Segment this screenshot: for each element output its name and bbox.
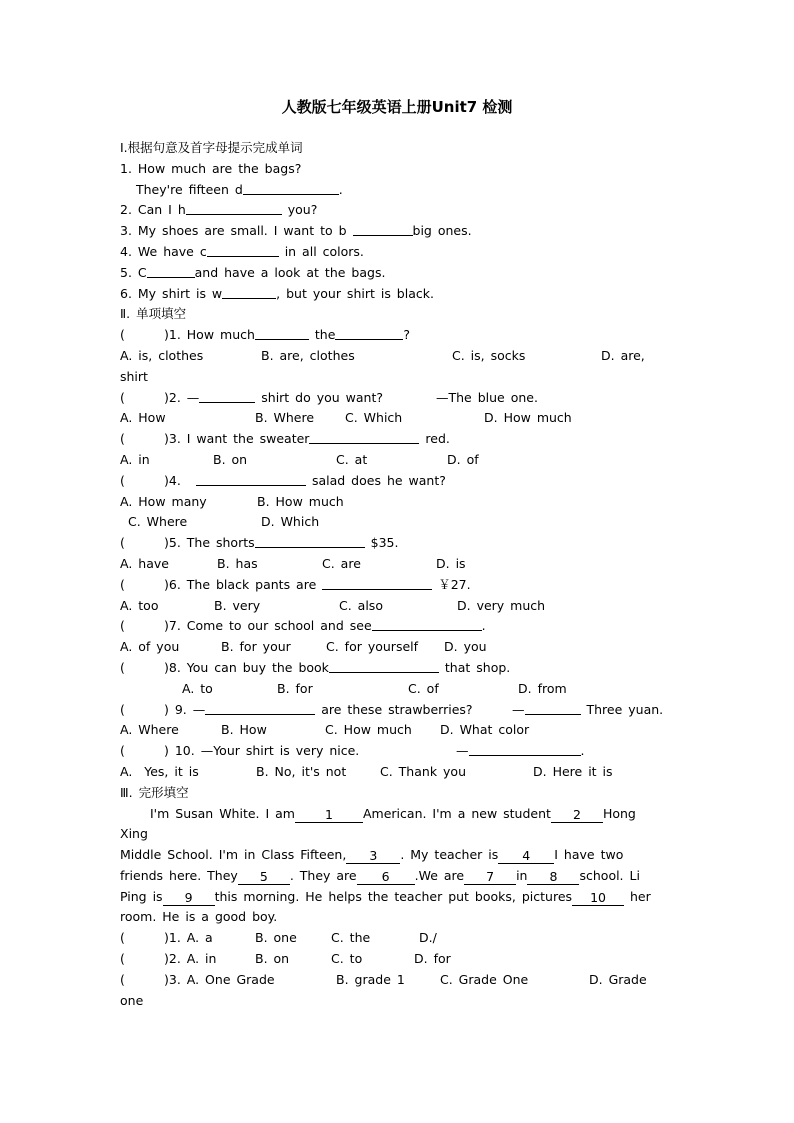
s1-question-2: 2. Can I h you? — [120, 202, 318, 218]
cloze-blank-10[interactable]: 10 — [572, 891, 624, 906]
s2-question-6-options: A. too B. very C. also D. very much — [120, 597, 546, 613]
s2-question-6: ( )6. The black pants are ￥27. — [120, 576, 471, 592]
cloze-blank-3[interactable]: 3 — [346, 849, 400, 864]
s1-question-1: 1. How much are the bags? — [120, 160, 302, 176]
cloze-blank-6[interactable]: 6 — [357, 870, 415, 885]
s2-question-3: ( )3. I want the sweater red. — [120, 431, 450, 447]
passage-line-6: room. He is a good boy. — [120, 909, 278, 925]
s3-question-3-wrap: one — [120, 992, 144, 1008]
s2-question-2-options: A. How B. Where C. Which D. How much — [120, 410, 572, 426]
cloze-blank-9[interactable]: 9 — [163, 891, 215, 906]
s1-question-5: 5. C and have a look at the bags. — [120, 264, 386, 280]
s3-question-3: ( )3. A. One Grade B. grade 1 C. Grade One D. Grade — [120, 971, 647, 987]
worksheet-body — [120, 138, 672, 1011]
answer-blank[interactable] — [255, 534, 365, 548]
answer-blank[interactable] — [186, 201, 282, 215]
answer-blank[interactable] — [205, 701, 315, 715]
answer-blank[interactable] — [199, 389, 255, 403]
answer-blank[interactable] — [372, 617, 482, 631]
s1-question-4: 4. We have c in all colors. — [120, 243, 364, 259]
answer-blank[interactable] — [222, 285, 276, 299]
answer-blank[interactable] — [329, 659, 439, 673]
answer-blank[interactable] — [335, 326, 403, 340]
answer-blank[interactable] — [322, 576, 432, 590]
s3-question-2: ( )2. A. in B. on C. to D. for — [120, 951, 451, 967]
option-b: B. are, clothes — [261, 347, 355, 363]
s1-question-6: 6. My shirt is w , but your shirt is black. — [120, 285, 434, 301]
s2-question-5-options: A. have B. has C. are D. is — [120, 555, 466, 571]
s2-question-4: ( )4. salad does he want? — [120, 472, 446, 488]
s2-question-3-options: A. in B. on C. at D. of — [120, 451, 479, 467]
passage-line-3: Middle School. I'm in Class Fifteen, 3 . My teacher is 4 I have two — [120, 847, 624, 864]
s1-question-1-answer: They're fifteen d . — [136, 181, 343, 197]
s2-question-7-options: A. of you B. for your C. for yourself D. you — [120, 639, 487, 655]
cloze-blank-2[interactable]: 2 — [551, 808, 603, 823]
s2-question-1: ( )1. How much the ? — [120, 327, 411, 343]
s1-question-3: 3. My shoes are small. I want to b big ones. — [120, 223, 472, 239]
s2-question-7: ( )7. Come to our school and see . — [120, 618, 486, 634]
answer-blank[interactable] — [525, 701, 581, 715]
answer-blank[interactable] — [255, 326, 309, 340]
s2-question-9: ( ) 9. — are these strawberries? — Three yuan. — [120, 701, 664, 717]
answer-blank[interactable] — [243, 181, 339, 195]
s2-question-1-options — [120, 346, 672, 367]
cloze-blank-1[interactable]: 1 — [295, 808, 363, 823]
s2-question-4-options-wrap: C. Where D. Which — [128, 514, 320, 530]
passage-line-4: friends here. They 5 . They are 6 .We are 7 in 8 school. Li — [120, 867, 640, 884]
answer-blank[interactable] — [309, 430, 419, 444]
answer-blank[interactable] — [353, 222, 413, 236]
s3-question-1: ( )1. A. a B. one C. the D./ — [120, 930, 437, 946]
cloze-blank-5[interactable]: 5 — [238, 870, 290, 885]
page-title: 人教版七年级英语上册Unit7 检测 — [281, 98, 513, 116]
s2-question-10: ( ) 10. —Your shirt is very nice. — . — [120, 743, 585, 759]
section-1-heading: Ⅰ.根据句意及首字母提示完成单词 — [120, 140, 303, 155]
cloze-blank-7[interactable]: 7 — [464, 870, 516, 885]
passage-line-5: Ping is 9 this morning. He helps the teacher put books, pictures 10 her — [120, 888, 651, 905]
cloze-blank-4[interactable]: 4 — [498, 849, 554, 864]
s2-question-2: ( )2. — shirt do you want? —The blue one. — [120, 389, 538, 405]
cloze-blank-8[interactable]: 8 — [527, 870, 579, 885]
section-2-heading: Ⅱ. 单项填空 — [120, 306, 187, 322]
answer-blank[interactable] — [469, 742, 581, 756]
s2-question-1-options-wrap: shirt — [120, 368, 148, 384]
answer-blank[interactable] — [196, 472, 306, 486]
option-d: D. are, — [601, 347, 645, 363]
answer-blank[interactable] — [207, 243, 279, 257]
option-c: C. is, socks — [452, 347, 526, 363]
s2-question-8-options: A. to B. for C. of D. from — [182, 680, 567, 696]
answer-blank[interactable] — [147, 264, 195, 278]
s2-question-5: ( )5. The shorts $35. — [120, 535, 399, 551]
option-a: A. is, clothes — [120, 347, 204, 363]
section-3-heading: Ⅲ. 完形填空 — [120, 784, 189, 800]
s2-question-8: ( )8. You can buy the book that shop. — [120, 659, 511, 675]
s2-question-9-options: A. Where B. How C. How much D. What color — [120, 722, 530, 738]
passage-line-1: I'm Susan White. I am 1 American. I'm a new student 2 Hong — [150, 805, 636, 822]
passage-line-2: Xing — [120, 826, 148, 842]
s2-question-4-options: A. How many B. How much — [120, 493, 344, 509]
s2-question-10-options: A. Yes, it is B. No, it's not C. Thank you D. Here it is — [120, 763, 613, 779]
